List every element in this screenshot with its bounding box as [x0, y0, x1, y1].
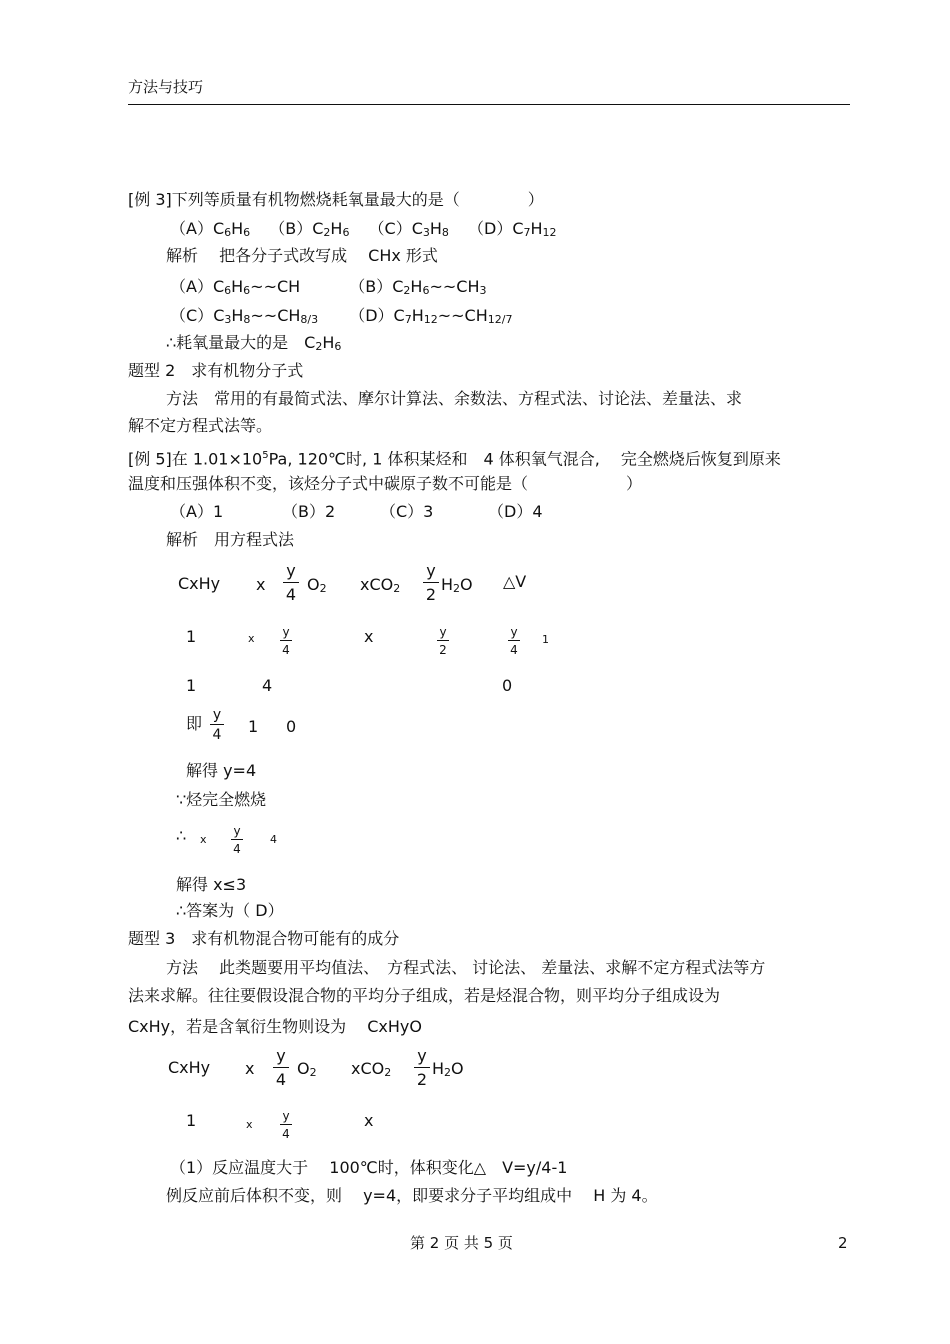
eq1-row1-one-end: 1 [542, 633, 549, 646]
eq2-row1-frac-y4: y 4 [280, 1110, 292, 1140]
footer-page-number: 2 [838, 1234, 848, 1252]
eq2-row1-one: 1 [186, 1111, 197, 1130]
eq1-row1-frac-y2: y 2 [437, 626, 449, 656]
ineq-x: x [200, 833, 207, 846]
type2-heading: 题型 2 求有机物分子式 [128, 361, 304, 380]
eq1-lhs: CxHy [178, 574, 221, 593]
eq2-row1-x2: x [364, 1111, 374, 1130]
ji-one: 1 [248, 717, 259, 736]
eq2-h2o: H2O [432, 1059, 464, 1079]
ineq-four: 4 [270, 833, 277, 846]
type3-point1: （1）反应温度大于 100℃时，体积变化△ V=y/4-1 [170, 1158, 568, 1177]
example5-stem-line2: 温度和压强体积不变，该烃分子式中碳原子数不可能是（ ） [128, 474, 643, 493]
eq1-row1-frac-y4-delta: y 4 [508, 626, 520, 656]
type3-method-line3: CxHy，若是含氧衍生物则设为 CxHyO [128, 1017, 422, 1036]
example5-option-a: （A）1 [170, 502, 224, 521]
solve-x: 解得 x≤3 [176, 875, 247, 894]
footer-page-label: 第 2 页 共 5 页 [410, 1234, 513, 1252]
ji-frac-y4: y 4 [210, 708, 224, 742]
eq1-row2-one: 1 [186, 676, 197, 695]
example5-option-c: （C）3 [380, 502, 434, 521]
example5-option-b: （B）2 [282, 502, 336, 521]
eq1-xco2: xCO2 [360, 575, 401, 595]
ineq-frac-y4: y 4 [231, 825, 243, 855]
therefore-symbol: ∴ [176, 826, 187, 845]
eq1-h2o: H2O [441, 575, 473, 595]
eq1-frac-y2: y 2 [423, 563, 439, 603]
ji-label: 即 [186, 714, 203, 733]
type2-method-line1: 方法 常用的有最简式法、摩尔计算法、余数法、方程式法、讨论法、差量法、求 [166, 389, 743, 408]
eq2-xco2: xCO2 [351, 1059, 392, 1079]
eq2-x: x [245, 1059, 255, 1078]
eq1-row1-one: 1 [186, 627, 197, 646]
eq1-frac-y4: y 4 [283, 563, 299, 603]
type3-method-line1: 方法 此类题要用平均值法、 方程式法、 讨论法、 差量法、求解不定方程式法等方 [166, 958, 766, 977]
example3-rewrite-line1: （A）C6H6~~CH （B）C2H6~~CH3 [170, 277, 487, 297]
answer-line: ∴答案为（ D） [176, 901, 284, 920]
example3-options: （A）C6H6 （B）C2H6 （C）C3H8 （D）C7H12 [170, 219, 557, 239]
example5-stem-line1: [例 5]在 $1.01\times 10^5Pa$, 120℃时, 1 体积某烃和 4 体积氧气混合, 完全燃烧后恢复到原来 [128, 449, 781, 469]
eq1-row2-four: 4 [262, 676, 273, 695]
running-title: 方法与技巧 [128, 78, 204, 96]
eq1-row1-frac-y4: y 4 [280, 626, 292, 656]
eq1-o2: O2 [307, 575, 327, 595]
example5-analysis: 解析 用方程式法 [166, 530, 295, 549]
header-rule [128, 104, 850, 105]
example3-analysis: 解析 把各分子式改写成 CHx 形式 [166, 246, 438, 265]
eq1-row2-zero: 0 [502, 676, 513, 695]
example3-stem: [例 3]下列等质量有机物燃烧耗氧量最大的是（ ） [128, 190, 544, 209]
eq2-frac-y2: y 2 [414, 1048, 430, 1088]
eq2-lhs: CxHy [168, 1058, 211, 1077]
type3-heading: 题型 3 求有机物混合物可能有的成分 [128, 929, 400, 948]
example3-rewrite-line2: （C）C3H8~~CH8/3 （D）C7H12~~CH12/7 [170, 306, 513, 326]
eq1-row1-x: x [248, 632, 255, 645]
eq1-row1-x2: x [364, 627, 374, 646]
eq1-x: x [256, 575, 266, 594]
eq2-row1-x: x [246, 1118, 253, 1131]
solve-y: 解得 y=4 [186, 761, 257, 780]
eq2-frac-y4: y 4 [273, 1048, 289, 1088]
eq2-o2: O2 [297, 1059, 317, 1079]
example3-conclusion: ∴耗氧量最大的是 C2H6 [166, 333, 342, 353]
type3-point1-line2: 例反应前后体积不变，则 y=4，即要求分子平均组成中 H 为 4。 [166, 1186, 658, 1205]
example5-option-d: （D）4 [488, 502, 543, 521]
eq1-delta-v: △V [503, 572, 527, 591]
because-line: ∵烃完全燃烧 [176, 790, 267, 809]
type2-method-line2: 解不定方程式法等。 [128, 416, 273, 435]
ji-zero: 0 [286, 717, 297, 736]
type3-method-line2: 法来求解。往往要假设混合物的平均分子组成，若是烃混合物，则平均分子组成设为 [128, 986, 721, 1005]
